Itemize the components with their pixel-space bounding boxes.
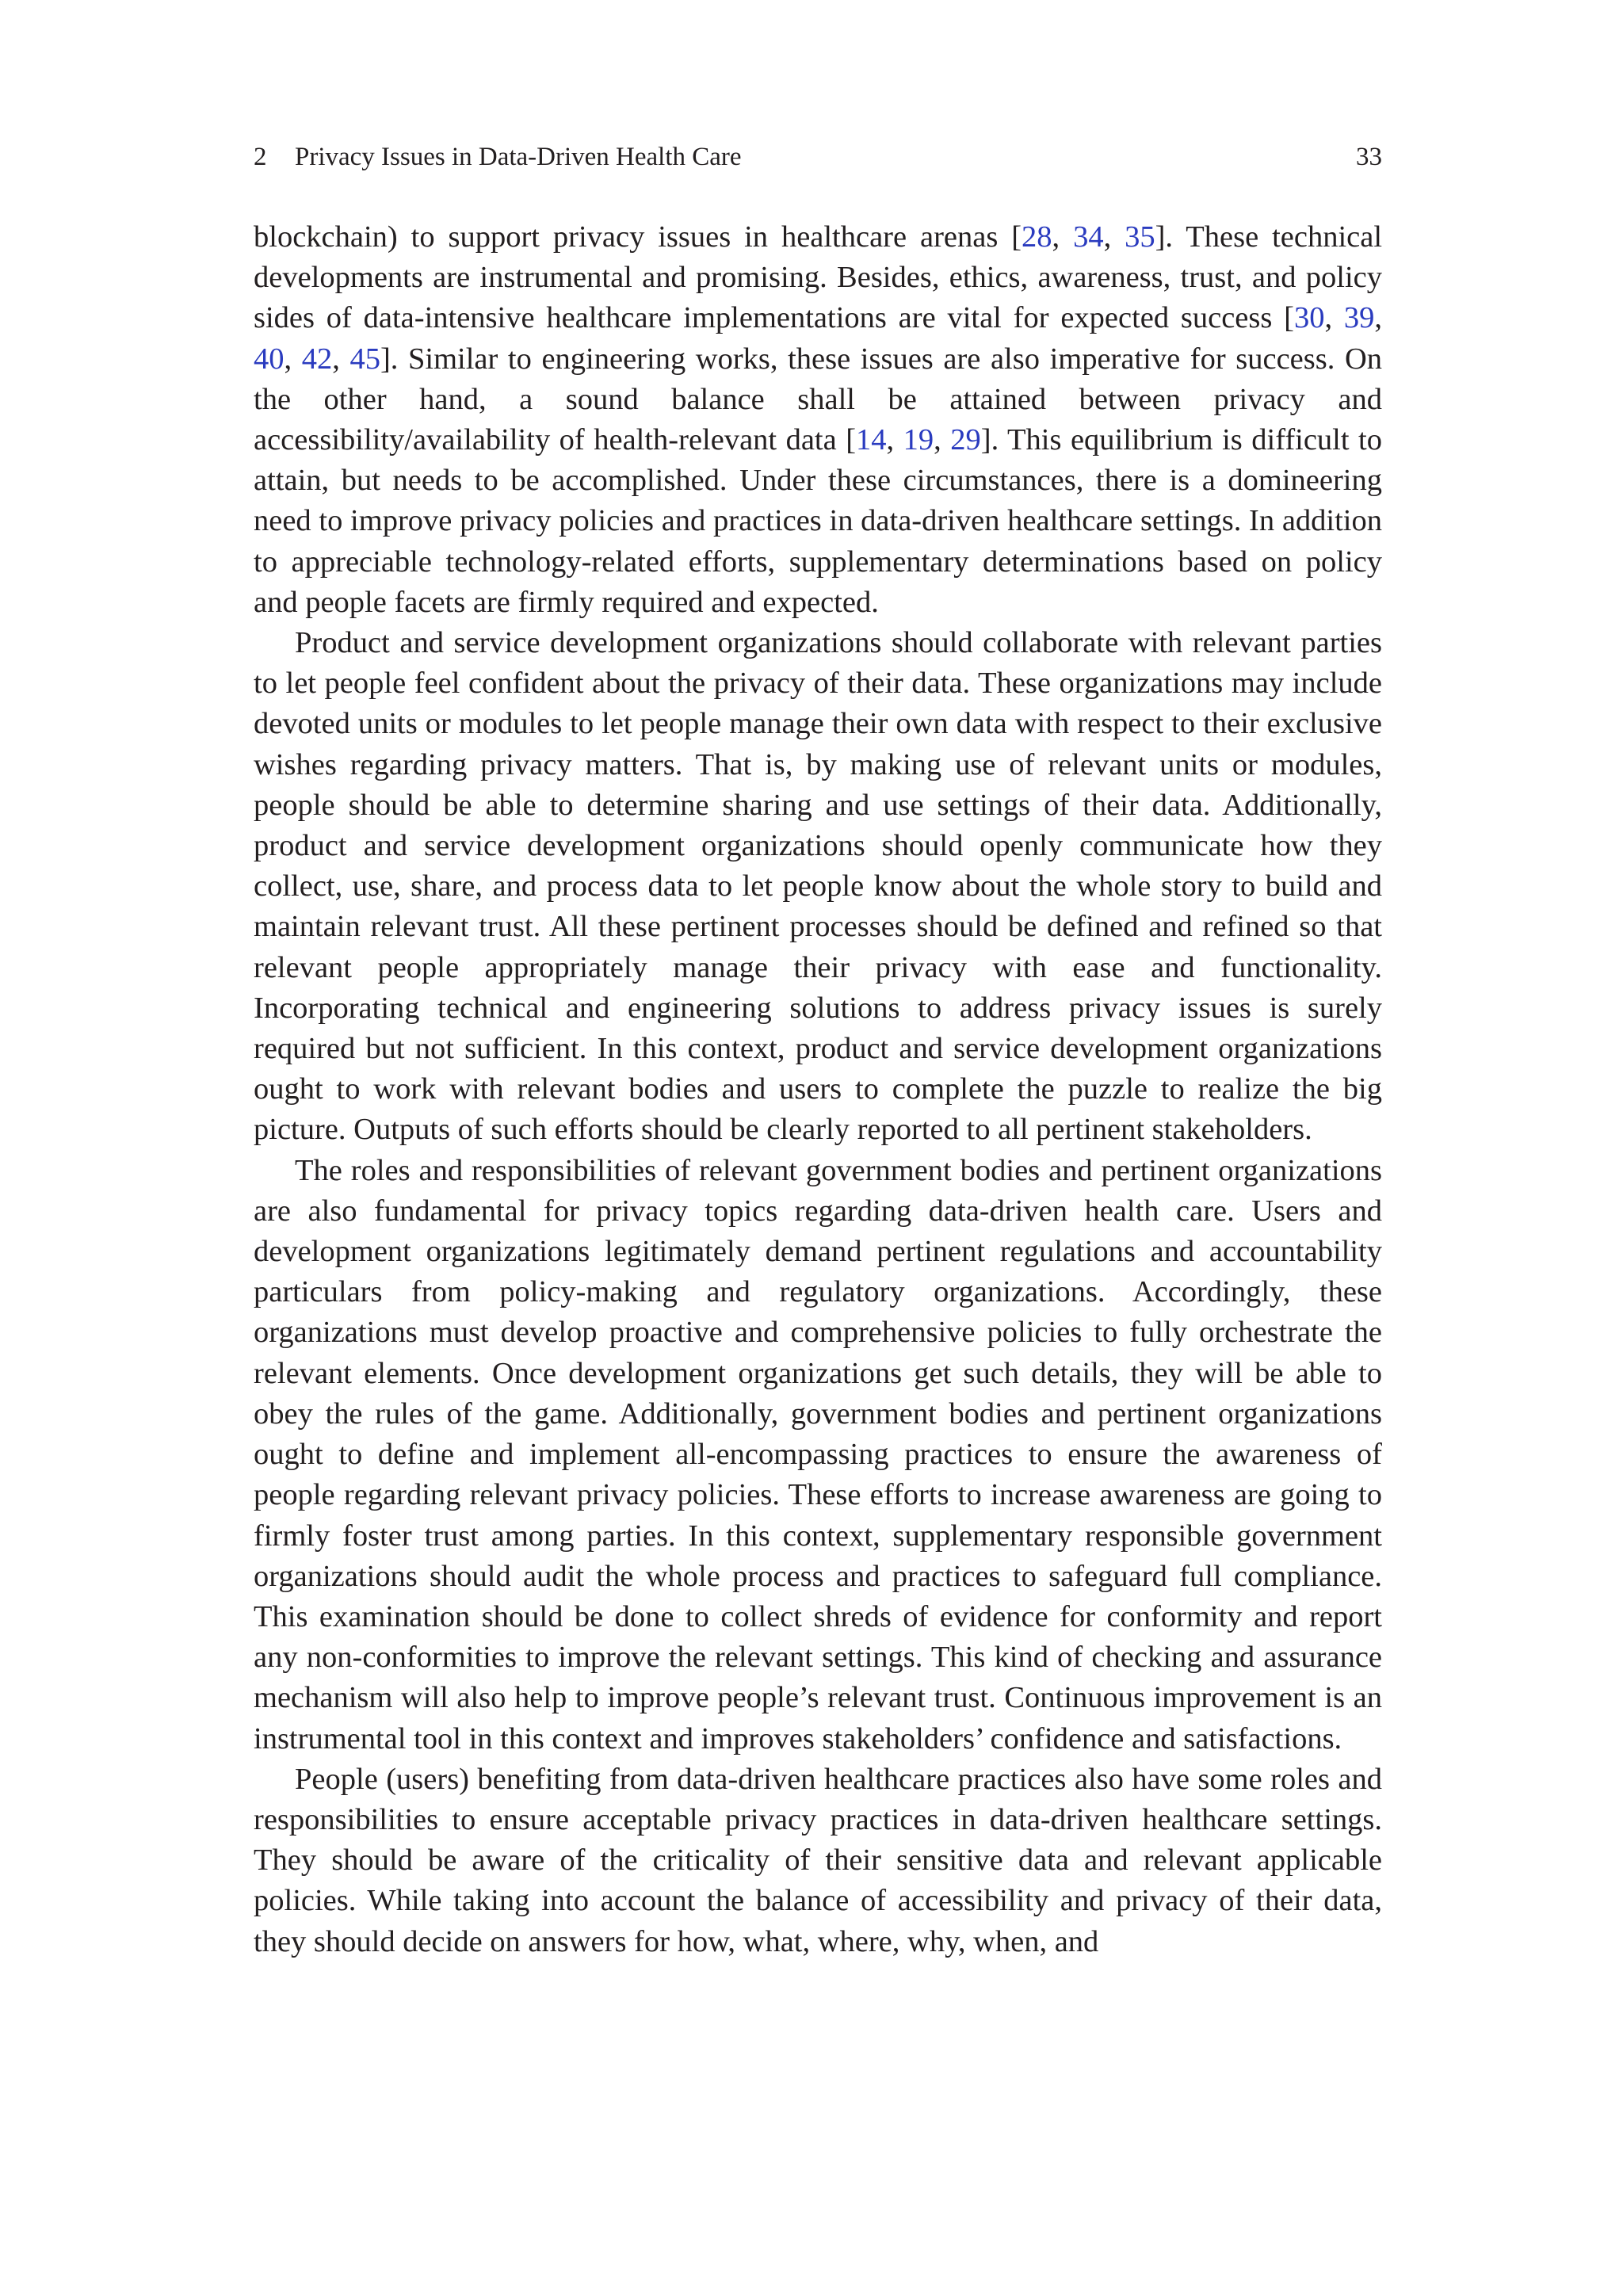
text-run: , — [886, 423, 903, 457]
text-run: ]. Similar to engineering works, these issues are also imperative for success. On the other hand, a sound balance shall be attained between privacy and accessibility/availability of health-relevant data [ — [254, 342, 1383, 457]
citation-link[interactable]: 39 — [1343, 301, 1375, 335]
text-run: The roles and responsibilities of relevant government bodies and pertinent organizations are also fundamental for privacy topics regarding data-driven health care. Users and development organizations legitimately demand pertinent regulations and accountability particulars from policy-making and regulatory organizations. Accordingly, these organizations must develop proactive and comprehensive policies to fully orchestrate the relevant elements. Once development organizations get such details, they will be able to obey the rules of the game. Additionally, government bodies and pertinent organizations ought to define and implement all-encompassing practices to ensure the awareness of people regarding relevant privacy policies. These efforts to increase awareness are going to firmly foster trust among parties. In this context, supplementary responsible government organizations should audit the whole process and practices to safeguard full compliance. This examination should be done to collect shreds of evidence for conformity and report any non-conformities to improve the relevant settings. This kind of checking and assurance mechanism will also help to improve people’s relevant trust. Continuous improvement is an instrumental tool in this context and improves stakeholders’ confidence and satisfactions. — [254, 1153, 1382, 1755]
text-run: , — [1052, 220, 1074, 254]
citation-link[interactable]: 28 — [1022, 220, 1052, 254]
text-run: , — [1324, 301, 1344, 335]
text-run: , — [332, 342, 350, 376]
text-run: ]. These technical developments are instrumental and promising. Besides, ethics, awareness, trust, and policy sides of data-intensive healthcare implementations are vital for expected success [ — [254, 220, 1383, 335]
body-text — [254, 217, 1382, 1962]
citation-link[interactable]: 40 — [254, 342, 285, 376]
text-run: Product and service development organizations should collaborate with relevant parties to let people feel confident about the privacy of their data. These organizations may include devoted units or modules to let people manage their own data with respect to their exclusive wishes regarding privacy matters. That is, by making use of relevant units or modules, people should be able to determine sharing and use settings of their data. Additionally, product and service development organizations should openly communicate how they collect, use, share, and process data to let people know about the whole story to build and maintain relevant trust. All these pertinent processes should be defined and refined so that relevant people appropriately manage their privacy with ease and functionality. Incorporating technical and engineering solutions to address privacy issues is surely required but not sufficient. In this context, product and service development organizations ought to work with relevant bodies and users to complete the puzzle to realize the big picture. Outputs of such efforts should be clearly reported to all pertinent stakeholders. — [254, 626, 1382, 1147]
citation-link[interactable]: 34 — [1073, 220, 1104, 254]
text-run: , — [934, 423, 951, 457]
text-run: People (users) benefiting from data-driven healthcare practices also have some roles and responsibilities to ensure acceptable privacy practices in data-driven healthcare settings. They should be aware of the criticality of their sensitive data and relevant applicable policies. While taking into account the balance of accessibility and privacy of their data, they should decide on answers for how, what, where, why, when, and — [254, 1762, 1382, 1958]
citation-link[interactable]: 19 — [903, 423, 934, 457]
citation-link[interactable]: 29 — [950, 423, 981, 457]
paragraph — [254, 623, 1382, 1151]
text-run: , — [1103, 220, 1125, 254]
text-run: ]. This equilibrium is difficult to attain, but needs to be accomplished. Under these circumstances, there is a domineering need to improve privacy policies and practices in data-driven healthcare settings. In addition to appreciable technology-related efforts, supplementary determinations based on policy and people facets are firmly required and expected. — [254, 423, 1383, 619]
citation-link[interactable]: 14 — [856, 423, 887, 457]
running-head — [254, 139, 1382, 174]
citation-link[interactable]: 30 — [1293, 301, 1325, 335]
citation-link[interactable]: 42 — [301, 342, 333, 376]
paragraph — [254, 1151, 1382, 1759]
chapter-number: 2 — [254, 143, 267, 171]
citation-link[interactable]: 35 — [1125, 220, 1155, 254]
page-number: 33 — [1356, 143, 1382, 171]
text-run: , — [1374, 301, 1382, 335]
text-run: , — [284, 342, 302, 376]
chapter-title: Privacy Issues in Data-Driven Health Care — [295, 143, 742, 171]
citation-link[interactable]: 45 — [349, 342, 380, 376]
paragraph — [254, 217, 1382, 623]
paragraph — [254, 1759, 1382, 1962]
text-run: blockchain) to support privacy issues in healthcare arenas [ — [254, 220, 1022, 254]
